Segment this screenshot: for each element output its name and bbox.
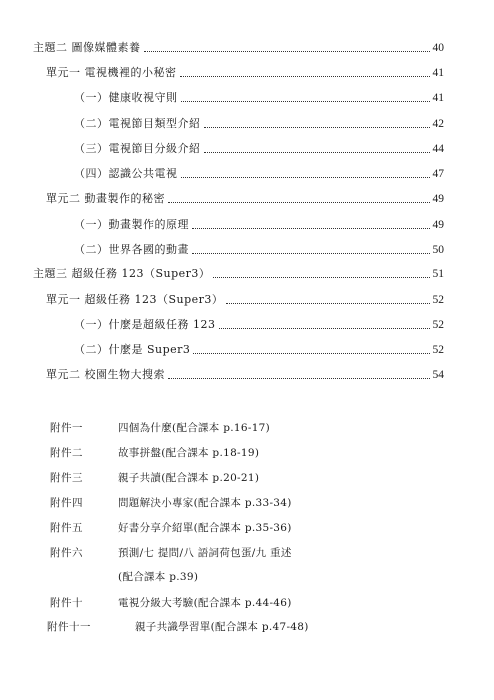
appendix-label: 附件二 — [50, 447, 83, 459]
dot-leader — [226, 303, 429, 304]
appendix-label: 附件五 — [50, 522, 83, 534]
dot-leader — [213, 277, 429, 278]
appendix-label: 附件十 — [50, 597, 83, 609]
dot-leader — [168, 378, 430, 379]
toc-entry-page: 44 — [432, 143, 444, 155]
toc-entry-title: （二）電視節目類型介紹 — [74, 117, 201, 130]
toc-entry-page: 41 — [432, 92, 444, 104]
toc-entry-page: 42 — [432, 118, 444, 130]
appendix-item — [50, 420, 270, 436]
appendix-item — [50, 520, 292, 536]
toc-entry-section — [74, 217, 444, 233]
toc-entry-title: 單元一 電視機裡的小秘密 — [46, 66, 177, 79]
appendix-label: 附件十一 — [47, 621, 91, 633]
appendix-title-continuation: (配合課本 p.39) — [118, 571, 199, 583]
appendix-title: 親子共識學習單(配合課本 p.47-48) — [135, 621, 309, 633]
toc-entry-title: （二）什麼是 Super3 — [74, 343, 191, 356]
toc-entry-title: （一）動畫製作的原理 — [74, 218, 189, 231]
dot-leader — [181, 177, 430, 178]
toc-entry-title: 主題三 超級任務 123（Super3） — [33, 267, 211, 280]
toc-entry-page: 49 — [432, 193, 444, 205]
dot-leader — [219, 328, 430, 329]
dot-leader — [168, 202, 430, 203]
appendix-label: 附件四 — [50, 497, 83, 509]
toc-entry-title: （三）電視節目分級介紹 — [74, 142, 201, 155]
toc-entry-section — [74, 342, 444, 358]
toc-entry-page: 54 — [432, 369, 444, 381]
appendix-item — [50, 495, 292, 511]
dot-leader — [144, 51, 430, 52]
dot-leader — [204, 127, 430, 128]
toc-entry-section — [74, 141, 444, 157]
appendix-item — [50, 445, 259, 461]
appendix-title: 四個為什麼(配合課本 p.16-17) — [118, 422, 271, 434]
toc-entry-section — [74, 116, 444, 132]
appendix-item — [50, 470, 259, 486]
toc-entry-page: 52 — [432, 294, 444, 306]
appendix-label: 附件六 — [50, 547, 83, 559]
appendix-title: 親子共讀(配合課本 p.20-21) — [118, 472, 260, 484]
appendix-item — [50, 595, 292, 611]
toc-entry-page: 52 — [432, 344, 444, 356]
toc-entry-section — [74, 242, 444, 258]
toc-entry-page: 49 — [432, 219, 444, 231]
toc-entry-title: 單元二 動畫製作的秘密 — [46, 192, 165, 205]
toc-entry-theme-2 — [33, 40, 444, 56]
toc-entry-title: 單元二 校園生物大搜索 — [46, 368, 165, 381]
toc-entry-section — [74, 317, 444, 333]
toc-entry-title: （一）健康收視守則 — [74, 91, 178, 104]
toc-entry-page: 40 — [432, 42, 444, 54]
appendix-title: 問題解決小專家(配合課本 p.33-34) — [118, 497, 292, 509]
toc-entry-title: （一）什麼是超級任務 123 — [74, 318, 216, 331]
appendix-label: 附件一 — [50, 422, 83, 434]
toc-entry-section — [74, 166, 444, 182]
toc-entry-page: 51 — [432, 268, 444, 280]
toc-entry-page: 47 — [432, 168, 444, 180]
appendix-label: 附件三 — [50, 472, 83, 484]
toc-entry-unit-1 — [46, 292, 444, 308]
toc-entry-page: 41 — [432, 67, 444, 79]
toc-entry-title: 主題二 圖像媒體素養 — [33, 41, 141, 54]
dot-leader — [192, 253, 430, 254]
toc-entry-section — [74, 90, 444, 106]
appendix-title: 故事拼盤(配合課本 p.18-19) — [118, 447, 260, 459]
toc-entry-theme-3 — [33, 266, 444, 282]
dot-leader — [180, 76, 430, 77]
dot-leader — [193, 353, 429, 354]
dot-leader — [192, 228, 430, 229]
appendix-item — [50, 545, 292, 561]
appendix-title: 好書分享介紹單(配合課本 p.35-36) — [118, 522, 292, 534]
dot-leader — [204, 152, 430, 153]
toc-entry-title: 單元一 超級任務 123（Super3） — [46, 293, 224, 306]
toc-entry-unit-2 — [46, 367, 444, 383]
toc-entry-unit-1 — [46, 65, 444, 81]
toc-entry-title: （四）認識公共電視 — [74, 167, 178, 180]
appendix-title: 電視分級大考驗(配合課本 p.44-46) — [118, 597, 292, 609]
toc-entry-title: （二）世界各國的動畫 — [74, 243, 189, 256]
appendix-item — [47, 619, 309, 635]
appendix-title: 預測/七 提問/八 語詞荷包蛋/九 重述 — [118, 547, 292, 559]
dot-leader — [181, 101, 430, 102]
toc-entry-unit-2 — [46, 191, 444, 207]
toc-entry-page: 52 — [432, 319, 444, 331]
toc-entry-page: 50 — [432, 244, 444, 256]
